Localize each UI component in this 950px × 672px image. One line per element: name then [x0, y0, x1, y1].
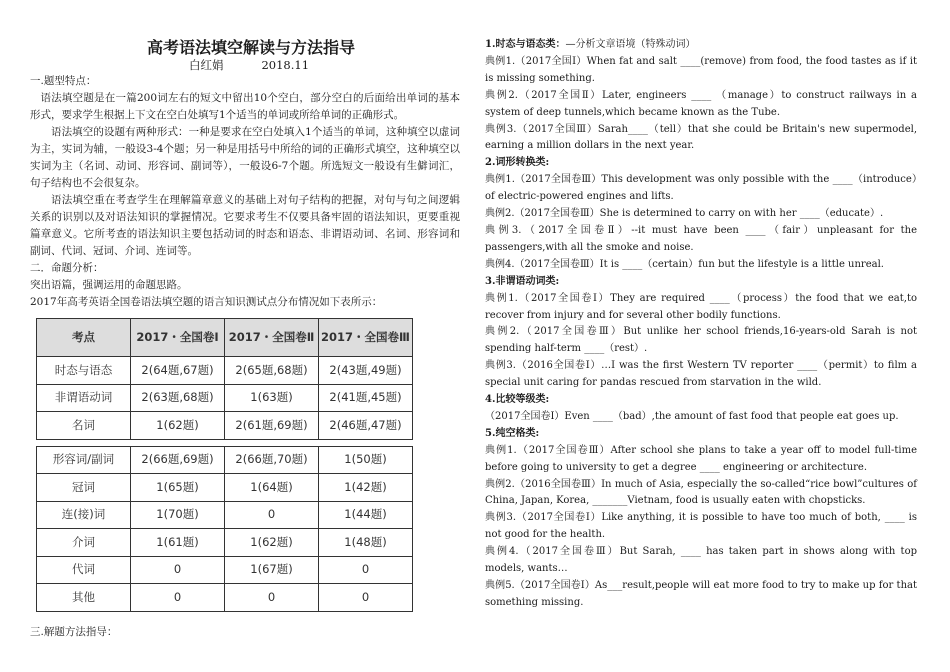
example-item: 典例5.（2017全国卷Ⅰ）As___result,people will eat more food to try to make up for that something missing.: [485, 580, 917, 608]
table-cell: 名词: [37, 412, 131, 440]
table-cell: 2(41题,45题): [319, 384, 413, 412]
table-cell: 0: [225, 584, 319, 612]
category-1-title: 1.时态与语态类：: [485, 39, 566, 50]
table-row: [37, 584, 413, 612]
table-cell: 0: [131, 584, 225, 612]
table-cell: 1(70题): [131, 501, 225, 529]
table-cell: 0: [319, 584, 413, 612]
section-2-heading: 二．命题分析：: [30, 262, 104, 274]
example-item: 典例1.（2017全国卷Ⅰ）They are required ____（process）the food that we eat,to recover from injury and for several other bodily functions.: [485, 292, 917, 321]
table-cell: 1(63题): [225, 384, 319, 412]
table-cell: 形容词/副词: [37, 446, 131, 474]
table-cell: 1(61题): [131, 529, 225, 557]
category-1-note: —分析文章语境（特殊动词）: [565, 39, 696, 50]
author: 白红娟: [188, 58, 224, 72]
table-header-cell: 2017・全国卷Ⅲ: [319, 319, 413, 357]
table-cell: 0: [319, 556, 413, 584]
table-cell: 0: [225, 501, 319, 529]
paragraph-3: 语法填空重在考查学生在理解篇章意义的基础上对句子结构的把握，对句与句之间逻辑关系的识别以及对语法知识的掌握情况。它要求考生不仅要具备牢固的语法知识，更要重视篇章意义。它所考查的语法知识主要包括动词的时态和语态、非谓语动词、名词、形容词和副词、代词、冠词、介词、连词等。: [30, 194, 460, 257]
table-cell: 1(62题): [131, 412, 225, 440]
distribution-table: [36, 318, 413, 612]
table-header-cell: 2017・全国卷Ⅱ: [225, 319, 319, 357]
table-cell: 1(65题): [131, 474, 225, 502]
table-header-cell: 2017・全国卷Ⅰ: [131, 319, 225, 357]
table-cell: 0: [131, 556, 225, 584]
table-cell: 冠词: [37, 474, 131, 502]
table-cell: 连(接)词: [37, 501, 131, 529]
table-cell: 2(63题,68题): [131, 384, 225, 412]
example-item: 典例2.（2017全国卷Ⅲ）But unlike her school friends,16-years-old Sarah is not spending half-term ____（rest）.: [485, 326, 917, 355]
example-item: 典例4.（2017全国卷Ⅲ）It is ____（certain）fun but the lifestyle is a little unreal.: [485, 258, 884, 270]
table-gap: [37, 439, 413, 446]
table-header-row: [37, 319, 413, 357]
table-cell: 2(66题,70题): [225, 446, 319, 474]
table-cell: 1(44题): [319, 501, 413, 529]
category-5-heading: 5.纯空格类:: [485, 427, 540, 439]
table-row: [37, 474, 413, 502]
table-cell: 代词: [37, 556, 131, 584]
page-title: 高考语法填空解读与方法指导: [146, 38, 355, 57]
paragraph-2: 语法填空的设题有两种形式：一种是要求在空白处填入1个适当的单词，这种填空以虚词为主，实词为辅，一般设3-4个题；另一种是用括号中所给的词的正确形式填空，这种填空以实词为主（名词、动词、形容词、副词等），一般设6-7个题。所选短文一般设有生僻词汇，句子结构也不会很复杂。: [30, 126, 460, 189]
table-cell: 2(61题,69题): [225, 412, 319, 440]
section-3-heading: 三.解题方法指导：: [30, 625, 118, 638]
example-item: 典例3.（2017全国Ⅲ）Sarah____（tell）that she could be Britain's new supermodel, earning a million dollars in the next year.: [485, 123, 917, 152]
table-cell: 1(62题): [225, 529, 319, 557]
table-cell: 2(66题,69题): [131, 446, 225, 474]
table-row: [37, 446, 413, 474]
category-1-heading: [485, 37, 917, 54]
section-1-heading: 一.题型特点：: [30, 75, 97, 87]
table-row: [37, 501, 413, 529]
date: 2018.11: [261, 58, 310, 72]
left-column: [30, 38, 460, 641]
table-cell: 其他: [37, 584, 131, 612]
paragraph-1: 语法填空题是在一篇200词左右的短文中留出10个空白，部分空白的后面给出单词的基本形式，要求学生根据上下文在空白处填写1个适当的单词或所给单词的正确形式。: [30, 92, 460, 121]
table-row: [37, 412, 413, 440]
example-item: 典例3.（2016全国卷Ⅰ）…I was the first Western TV reporter ____（permit）to film a special unit caring for pandas rescued from starvation in the wild.: [485, 360, 917, 389]
category-3-heading: 3.非谓语动词类:: [485, 275, 560, 287]
table-cell: 1(50题): [319, 446, 413, 474]
example-item: 典例2.（2016全国卷Ⅲ）In much of Asia, especially the so-called“rice bowl”cultures of China, Japan, Korea, _______Vietnam, food is usually eaten with chopsticks.: [485, 478, 917, 507]
table-row: [37, 529, 413, 557]
table-cell: 1(48题): [319, 529, 413, 557]
example-item: （2017全国卷Ⅰ）Even ____（bad）,the amount of fast food that people eat goes up.: [485, 410, 899, 422]
table-row: [37, 556, 413, 584]
example-item: 典例3.（2017全国卷Ⅰ）Like anything, it is possible to have too much of both, ____ is not good for the health.: [485, 512, 917, 541]
example-item: 典例1.（2017全国Ⅰ）When fat and salt ____(remove) from food, the food tastes as if it is missing something.: [485, 55, 917, 84]
section-2-line: 突出语篇，强调运用的命题思路。: [30, 279, 188, 291]
table-header-cell: 考点: [37, 319, 131, 357]
table-cell: 2(43题,49题): [319, 357, 413, 385]
byline: [30, 58, 460, 73]
example-item: 典例1.（2017全国卷Ⅲ）This development was only possible with the ____（introduce）of electric-powered engines and lifts.: [485, 174, 917, 203]
section-2-intro: 2017年高考英语全国卷语法填空题的语言知识测试点分布情况如下表所示：: [30, 296, 383, 308]
table-cell: 时态与语态: [37, 357, 131, 385]
table-cell: 非谓语动词: [37, 384, 131, 412]
table-cell: 介词: [37, 529, 131, 557]
table-cell: 2(64题,67题): [131, 357, 225, 385]
right-column: [485, 37, 917, 612]
table-cell: 1(64题): [225, 474, 319, 502]
example-item: 典例2.（2017全国卷Ⅲ）She is determined to carry on with her ____（educate）.: [485, 208, 884, 220]
category-4-heading: 4.比较等级类:: [485, 394, 550, 406]
example-item: 典例3.（2017全国卷Ⅱ）--it must have been ____（fair）unpleasant for the passengers,with all the smoke and noise.: [485, 224, 917, 253]
example-item: 典例1.（2017全国卷Ⅲ）After school she plans to take a year off to model full-time before going to university to get a degree ____ engineering or architecture.: [485, 444, 917, 473]
example-item: 典例4.（2017全国卷Ⅲ）But Sarah, ____ has taken part in shows along with top models, wants…: [485, 546, 917, 575]
table-cell: 1(67题): [225, 556, 319, 584]
table-row: [37, 357, 413, 385]
table-cell: 2(65题,68题): [225, 357, 319, 385]
example-item: 典例2.（2017全国Ⅱ）Later, engineers ____ （manage）to construct railways in a system of deep tunnels,which became known as the Tube.: [485, 89, 917, 118]
category-2-heading: 2.词形转换类:: [485, 157, 550, 169]
table-row: [37, 384, 413, 412]
table-cell: 1(42题): [319, 474, 413, 502]
table-cell: 2(46题,47题): [319, 412, 413, 440]
